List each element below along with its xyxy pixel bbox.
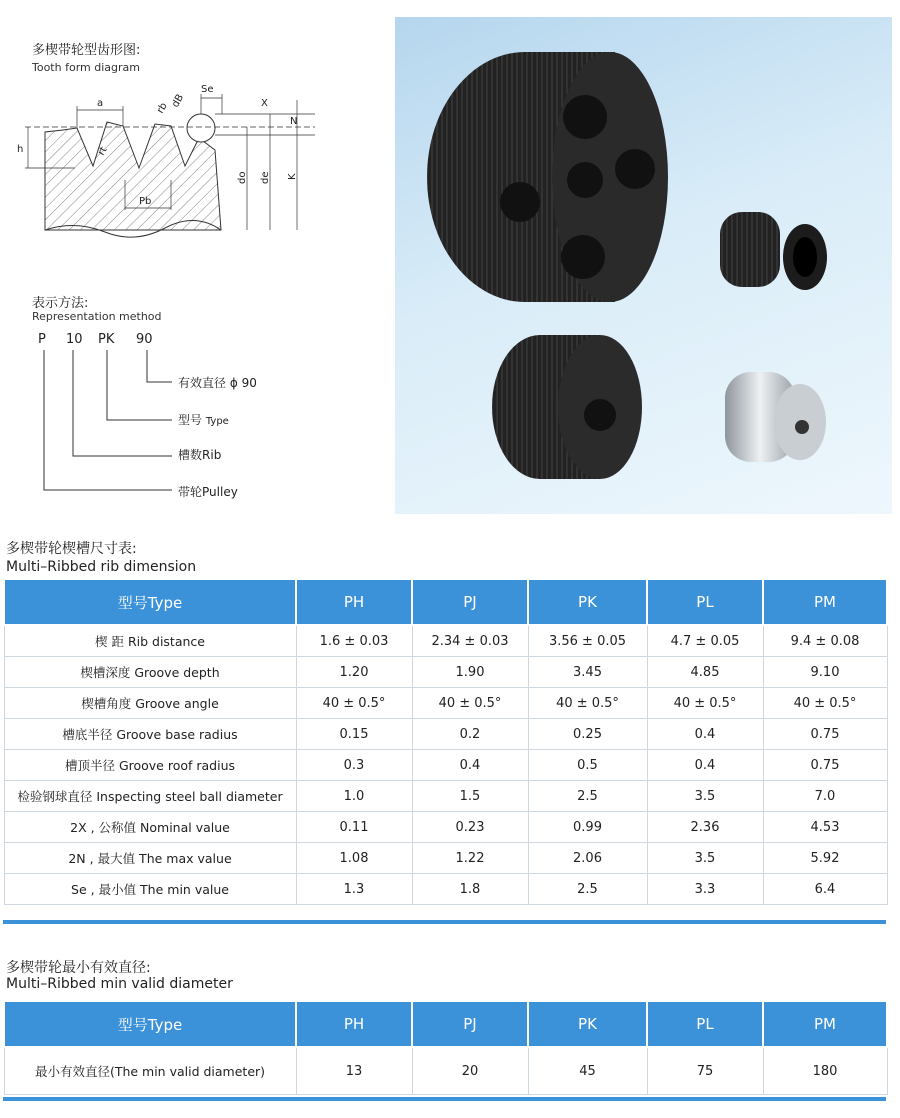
table-cell: 45 [528,1047,647,1095]
min-title-cn: 多楔带轮最小有效直径: [6,960,151,976]
rep-item-pulley-cn: 带轮 [178,485,203,499]
rep-item-rib-en: Rib [202,448,222,462]
table-cell: 9.10 [763,657,887,688]
min-header-type: 型号Type [4,1001,296,1047]
table-cell: 2.5 [528,874,647,905]
row-label: 最小有效直径(The min valid diameter) [4,1047,296,1095]
product-photo [395,17,892,514]
table-row [4,843,887,874]
row-label: 楔 距 Rib distance [4,625,296,657]
table-cell: 1.0 [296,781,412,812]
row-label: 楔槽深度 Groove depth [4,657,296,688]
table-cell: 40 ± 0.5° [763,688,887,719]
table-cell: 1.6 ± 0.03 [296,625,412,657]
min-header-pm: PM [763,1001,887,1047]
label-db: dB [170,92,187,110]
table-cell: 40 ± 0.5° [647,688,763,719]
dim-table-bottom-line [3,920,886,924]
tooth-form-diagram [15,80,335,250]
rep-item-rib-cn: 槽数 [178,448,203,462]
table-row [4,750,887,781]
table-cell: 0.4 [647,719,763,750]
min-title-en: Multi–Ribbed min valid diameter [6,976,233,992]
table-cell: 0.15 [296,719,412,750]
table-cell: 3.56 ± 0.05 [528,625,647,657]
table-cell: 6.4 [763,874,887,905]
min-header-pk: PK [528,1001,647,1047]
dim-header-row [4,579,887,625]
label-do: do [237,171,248,184]
rep-item-type [178,411,229,428]
table-cell: 0.75 [763,719,887,750]
label-k: K [287,173,298,180]
table-row [4,812,887,843]
inspect-ball [187,114,215,142]
table-cell: 0.75 [763,750,887,781]
table-cell: 4.53 [763,812,887,843]
table-cell: 0.25 [528,719,647,750]
table-cell: 4.7 ± 0.05 [647,625,763,657]
label-a: a [97,98,104,109]
row-label: 2X , 公称值 Nominal value [4,812,296,843]
table-row [4,657,887,688]
min-table [3,1000,888,1095]
rep-item-pulley [178,483,238,500]
label-rb: rb [155,100,170,116]
rep-code-2: PK [98,332,115,347]
min-header-pj: PJ [412,1001,528,1047]
dim-header-pm: PM [763,579,887,625]
table-cell: 40 ± 0.5° [296,688,412,719]
table-row [4,625,887,657]
rep-item-pulley-en: Pulley [202,485,238,499]
table-cell: 3.45 [528,657,647,688]
rep-item-diameter [178,374,257,391]
rep-item-type-en: Type [205,416,229,427]
table-cell: 0.99 [528,812,647,843]
dim-table [3,578,888,905]
row-label: 槽底半径 Groove base radius [4,719,296,750]
table-cell: 1.5 [412,781,528,812]
table-cell: 3.5 [647,781,763,812]
table-cell: 9.4 ± 0.08 [763,625,887,657]
table-row [4,1047,887,1095]
table-cell: 1.3 [296,874,412,905]
rep-item-rib [178,446,221,463]
table-cell: 40 ± 0.5° [412,688,528,719]
rep-item-diameter-en: ϕ 90 [229,376,257,390]
label-rt: rt [96,145,110,158]
rep-code-0: P [38,332,46,347]
row-label: 槽顶半径 Groove roof radius [4,750,296,781]
label-pb: Pb [139,196,152,207]
small-black-pulley [720,212,827,290]
tooth-title-en: Tooth form diagram [32,61,140,74]
dim-header-pj: PJ [412,579,528,625]
rep-connectors [30,350,180,495]
large-pulley [427,52,668,302]
label-n: N [290,116,298,127]
table-cell: 1.22 [412,843,528,874]
tooth-title-cn: 多楔带轮型齿形图: [32,43,141,58]
table-cell: 2.34 ± 0.03 [412,625,528,657]
rep-item-diameter-cn: 有效直径 [178,376,227,390]
table-row [4,781,887,812]
rep-code-3: 90 [136,332,153,347]
table-cell: 13 [296,1047,412,1095]
medium-black-pulley [492,335,642,479]
table-cell: 0.4 [412,750,528,781]
table-cell: 3.3 [647,874,763,905]
dim-title-en: Multi–Ribbed rib dimension [6,559,197,575]
table-cell: 1.90 [412,657,528,688]
row-label: 检验钢球直径 Inspecting steel ball diameter [4,781,296,812]
min-table-bottom-line [3,1097,886,1101]
table-cell: 5.92 [763,843,887,874]
row-label: 楔槽角度 Groove angle [4,688,296,719]
rep-code-1: 10 [66,332,83,347]
table-cell: 0.2 [412,719,528,750]
dim-header-pk: PK [528,579,647,625]
table-row [4,719,887,750]
label-x: X [261,98,268,109]
table-cell: 0.23 [412,812,528,843]
table-cell: 0.11 [296,812,412,843]
dim-title-cn: 多楔带轮楔槽尺寸表: [6,541,137,557]
min-header-ph: PH [296,1001,412,1047]
rep-title-en: Representation method [32,310,162,323]
table-cell: 2.06 [528,843,647,874]
table-cell: 0.3 [296,750,412,781]
row-label: 2N , 最大值 The max value [4,843,296,874]
table-cell: 4.85 [647,657,763,688]
table-cell: 2.5 [528,781,647,812]
table-row [4,688,887,719]
table-cell: 1.08 [296,843,412,874]
label-h: h [17,144,24,155]
table-cell: 75 [647,1047,763,1095]
dim-header-type: 型号Type [4,579,296,625]
table-cell: 180 [763,1047,887,1095]
label-de: de [260,171,271,184]
row-label: Se , 最小值 The min value [4,874,296,905]
table-cell: 20 [412,1047,528,1095]
silver-pulley [725,372,826,462]
min-header-pl: PL [647,1001,763,1047]
table-cell: 3.5 [647,843,763,874]
table-row [4,874,887,905]
dim-header-pl: PL [647,579,763,625]
min-header-row [4,1001,887,1047]
rep-title-cn: 表示方法: [32,296,89,311]
table-cell: 1.8 [412,874,528,905]
table-cell: 0.5 [528,750,647,781]
table-cell: 2.36 [647,812,763,843]
label-se: Se [201,84,214,95]
table-cell: 0.4 [647,750,763,781]
pulley-illustration [395,17,892,514]
table-cell: 1.20 [296,657,412,688]
rep-item-type-cn: 型号 [178,413,203,427]
table-cell: 7.0 [763,781,887,812]
table-cell: 40 ± 0.5° [528,688,647,719]
dim-header-ph: PH [296,579,412,625]
